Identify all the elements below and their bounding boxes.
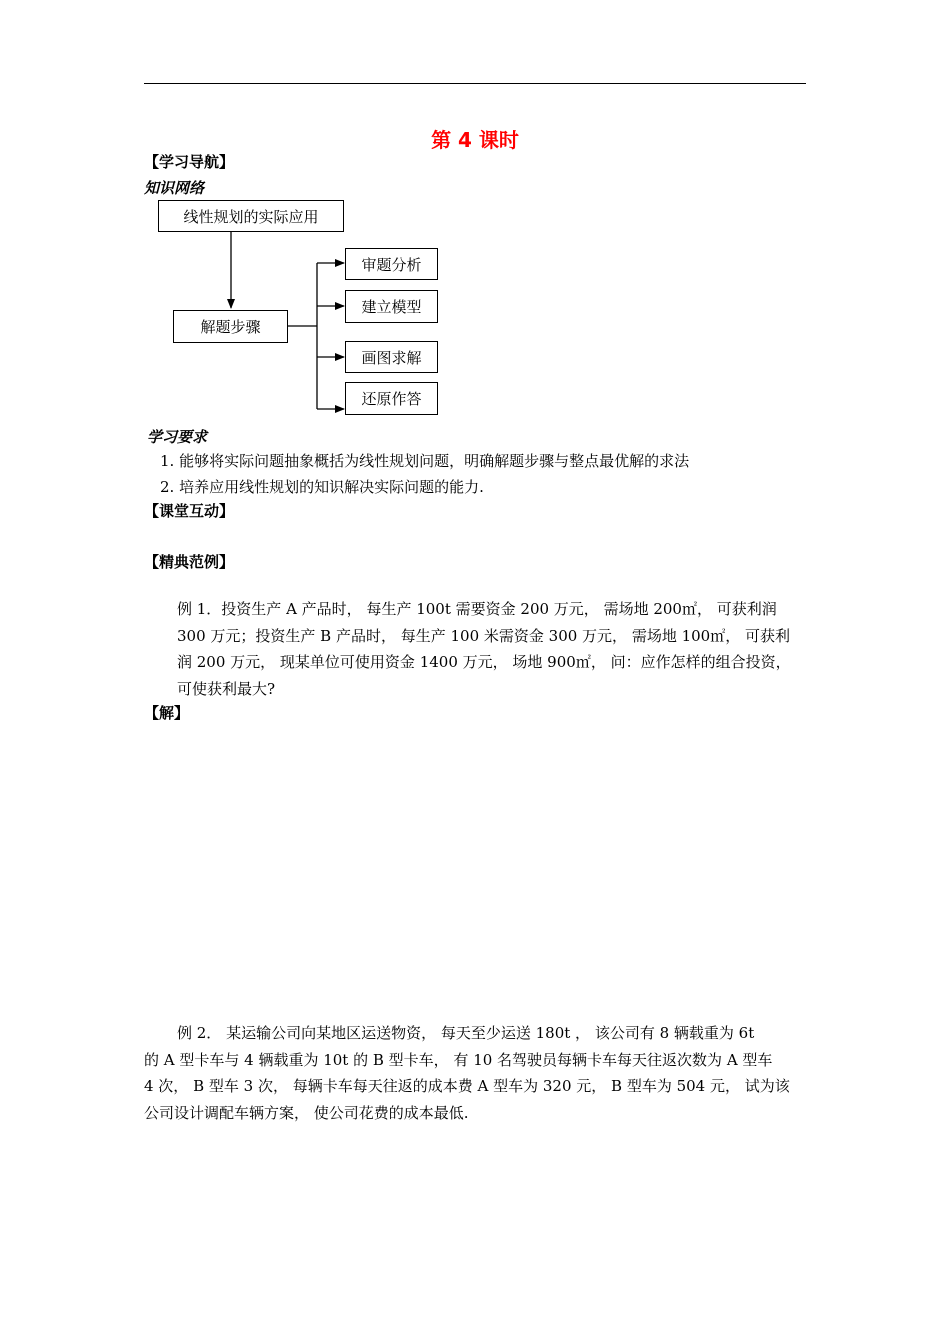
example-2-line-2: 的 A 型卡车与 4 辆载重为 10t 的 B 型卡车， 有 10 名驾驶员每辆卡车每天往返次数为 A 型车 <box>144 1050 773 1069</box>
example-1-line-2: 300 万元；投资生产 B 产品时， 每生产 100 米需资金 300 万元， 需场地 100㎡， 可获利 <box>177 626 790 645</box>
example-1 <box>177 596 807 702</box>
flow-root-box: 线性规划的实际应用 <box>158 200 344 232</box>
study-guide-heading: 【学习导航】 <box>144 153 235 171</box>
requirements-label: 学习要求 <box>147 428 208 446</box>
example-2 <box>144 1020 806 1126</box>
solution-label: 【解】 <box>144 704 190 722</box>
example-1-line-3: 润 200 万元， 现某单位可使用资金 1400 万元， 场地 900㎡， 问：应作怎样的组合投资， <box>177 653 791 671</box>
requirement-item-2: 2. 培养应用线性规划的知识解决实际问题的能力. <box>160 478 484 496</box>
example-2-line-1: 例 2． 某运输公司向某地区运送物资， 每天至少运送 180t ， 该公司有 8 辆载重为 6t <box>177 1024 755 1042</box>
example-2-line-4: 公司设计调配车辆方案， 使公司花费的成本最低. <box>144 1103 469 1122</box>
example-1-line-4: 可使获利最大? <box>177 679 276 698</box>
flow-step-box-1: 审题分析 <box>345 248 438 280</box>
requirement-item-1: 1. 能够将实际问题抽象概括为线性规划问题，明确解题步骤与整点最优解的求法 <box>160 452 690 470</box>
flow-step-box-3: 画图求解 <box>345 341 438 373</box>
flow-step-box-2: 建立模型 <box>345 290 438 323</box>
example-1-line-1: 例 1．投资生产 A 产品时， 每生产 100t 需要资金 200 万元， 需场地 200㎡， 可获利润 <box>177 600 777 618</box>
knowledge-network-label: 知识网络 <box>144 179 205 197</box>
flow-steps-box: 解题步骤 <box>173 310 288 343</box>
classroom-heading: 【课堂互动】 <box>144 502 235 520</box>
examples-heading: 【精典范例】 <box>144 553 235 571</box>
page-title: 第 4 课时 <box>431 128 519 152</box>
example-2-line-3: 4 次， B 型车 3 次， 每辆卡车每天往返的成本费 A 型车为 320 元， B 型车为 504 元， 试为该 <box>144 1077 790 1095</box>
flow-step-box-4: 还原作答 <box>345 382 438 415</box>
